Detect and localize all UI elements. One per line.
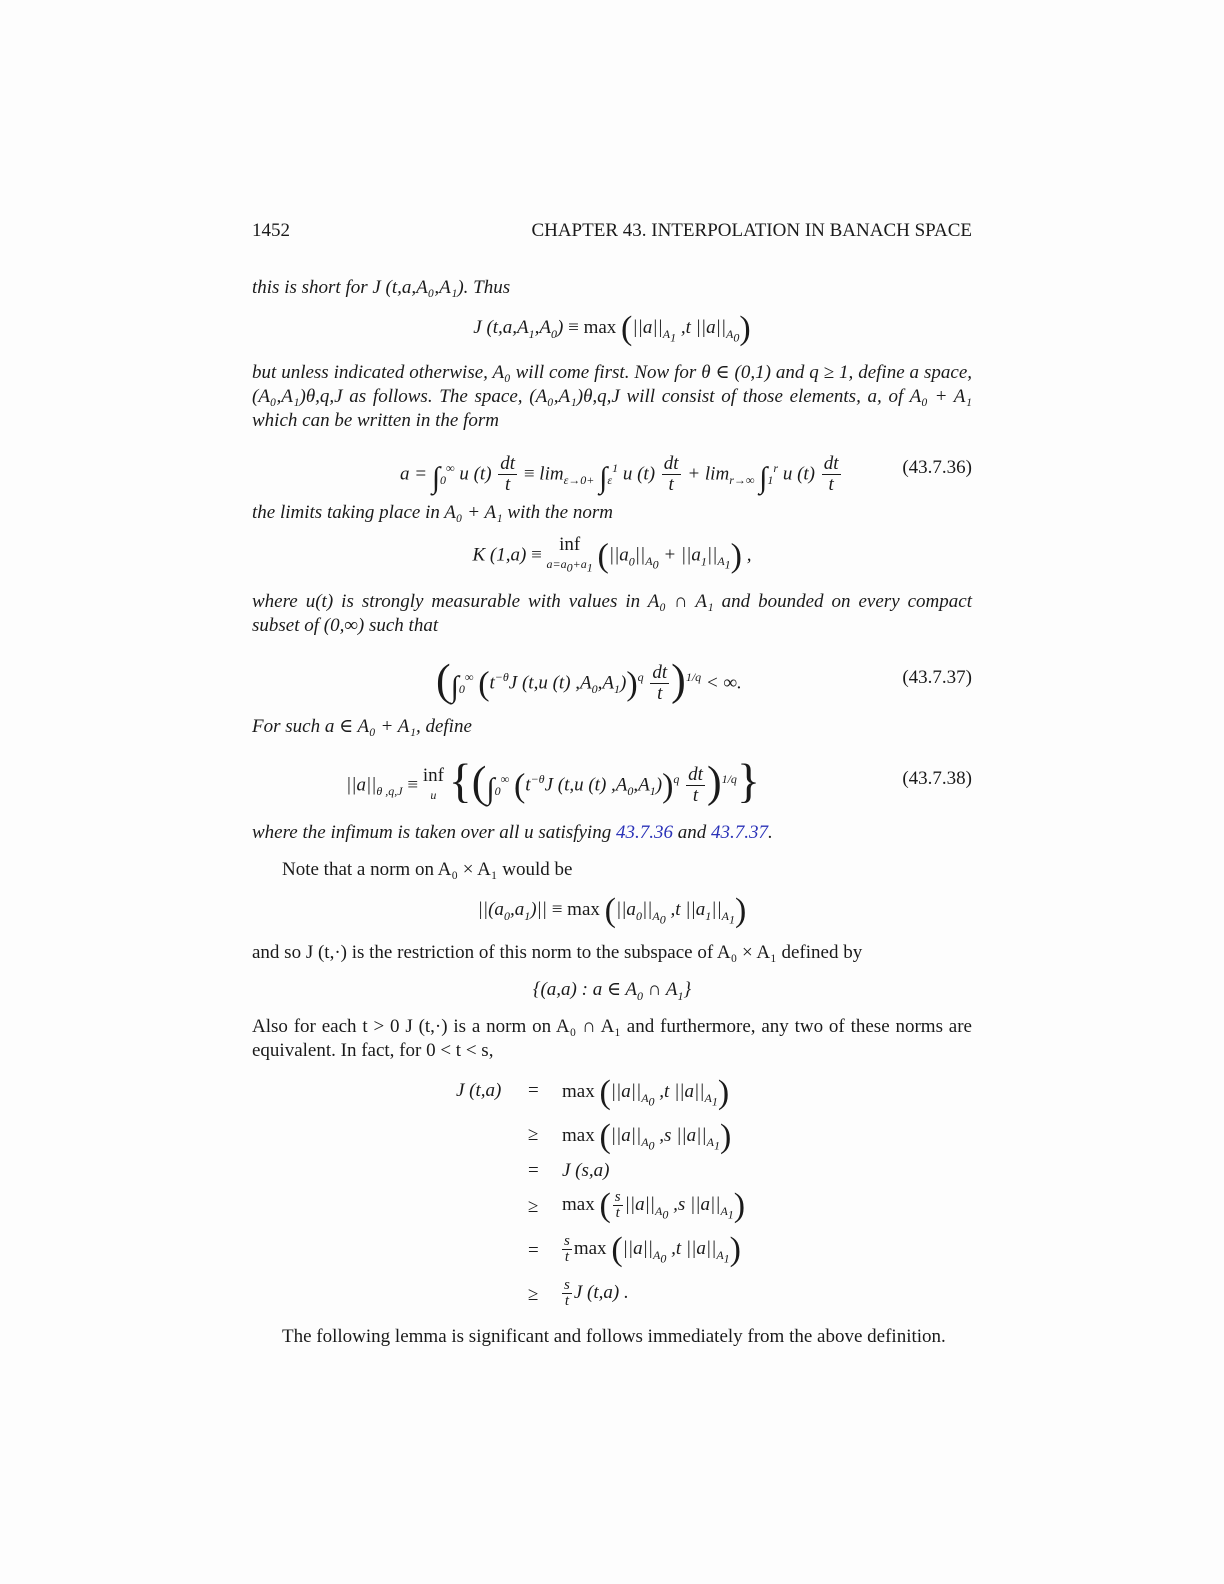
equation-j-swapped: J $(t,a,A_1,A_0) \equiv \max (||a||_{A_1}$ ,t $||a||_{A_0}$): [473, 310, 751, 347]
paragraph-3: the limits taking place in A₀ + A₁ with the norm: [252, 502, 613, 523]
align-rhs-2: $\max (||a||_{A_0}$ ,s $||a||_{A_1}$): [562, 1118, 732, 1155]
paragraph-8: and so J (t,·) is the restriction of this norm to the subspace of A₀ × A₁ defined by: [252, 942, 863, 963]
paragraph-6-and: and: [677, 822, 707, 843]
equation-number-37: (43.7.37): [902, 667, 972, 688]
align-op-5: =: [528, 1240, 539, 1261]
paragraph-5: For such a ∈ A₀ + A₁, define: [252, 716, 472, 737]
align-lhs: J (t,a): [456, 1080, 502, 1101]
align-op-2: ≥: [528, 1124, 539, 1145]
equation-37: ($\int_0^\infty$ ($t^{-\theta}J$ (t,u (t) $,A_0,A_1))^q$ $\frac{dt}{t}$ )$^{1/q}$ < ∞.: [436, 655, 742, 705]
page-number: 1452: [252, 220, 290, 241]
align-rhs-6: $\frac{s}{t}$ J (t,a) .: [564, 1277, 629, 1310]
equation-number-38: (43.7.38): [902, 768, 972, 789]
equation-36: $a = \int_0^\infty$ u (t) $\frac{dt}{t}$ ≡ $\lim_{\varepsilon\to 0+} \int_\varepsilon^1$ u (t) $\frac{dt}{t}$ + $\lim_{r\to\infty} \int_1^r$ u (t) $\frac{dt}{t}$: [400, 453, 839, 496]
equation-38: $||a||_{\theta ,q,J}$ ≡ inf u {($\int_0^\infty$ ($t^{-\theta}J$ (t,u (t) $,A_0,A_1))^q$ $\frac{dt}{t}$ )$^{1/q}$}: [346, 754, 760, 808]
align-op-1: =: [528, 1080, 539, 1101]
equation-k-norm: K (1,a) ≡ inf $a=a_0+a_1$ $(||a_0||_{A_0} + ||a_1||_{A_1})$ ,: [472, 534, 752, 575]
equation-diagonal-set: {(a,a) : a ∈ $A_0$ ∩ $A_1$}: [532, 979, 692, 1003]
ref-43-7-36[interactable]: 43.7.36: [615, 822, 673, 843]
paragraph-1: this is short for J (t,a,A₀,A₁). Thus: [252, 277, 511, 298]
running-header: CHAPTER 43. INTERPOLATION IN BANACH SPACE: [531, 220, 972, 241]
align-rhs-3: J (s,a): [562, 1160, 610, 1181]
paragraph-9: Also for each t > 0 J (t,·) is a norm on A₀ ∩ A₁ and furthermore, any two of these norms are equivalent. In fact, for 0 < t < s,: [252, 1016, 972, 1061]
equation-number-36: (43.7.36): [902, 457, 972, 478]
align-op-6: ≥: [528, 1284, 539, 1305]
equation-product-norm: $||(a_0,a_1)|| \equiv \max (||a_0||_{A_0}$ ,t $||a_1||_{A_1}$): [477, 892, 747, 929]
align-rhs-4: max ( $\frac{s}{t}$ $||a||_{A_0}$ ,s $||a||_{A_1}$): [562, 1187, 746, 1224]
paragraph-7: Note that a norm on A₀ × A₁ would be: [282, 859, 573, 880]
align-rhs-1: $\max (||a||_{A_0}$ ,t $||a||_{A_1}$): [562, 1074, 730, 1111]
paragraph-2: but unless indicated otherwise, A₀ will come first. Now for θ ∈ (0,1) and q ≥ 1, define a space, (A₀,A₁)θ,q,J as follows. The space, (A₀,A₁)θ,q,J will consist of those elements, a, of A₀ + A₁ which can be written in the form: [252, 362, 972, 431]
align-op-4: ≥: [528, 1196, 539, 1217]
align-op-3: =: [528, 1160, 539, 1181]
paragraph-10: The following lemma is significant and follows immediately from the above definition.: [282, 1326, 946, 1347]
ref-43-7-37[interactable]: 43.7.37: [710, 822, 768, 843]
paragraph-6: where the infimum is taken over all u satisfying 43.7.36 and 43.7.37.: [252, 822, 773, 843]
align-rhs-5: $\frac{s}{t}$ $\max (||a||_{A_0}$ ,t $||a||_{A_1}$): [564, 1231, 741, 1268]
paragraph-6-text: where the infimum is taken over all u satisfying: [252, 822, 612, 843]
paragraph-4: where u(t) is strongly measurable with values in A₀ ∩ A₁ and bounded on every compact subset of (0,∞) such that: [252, 591, 972, 636]
